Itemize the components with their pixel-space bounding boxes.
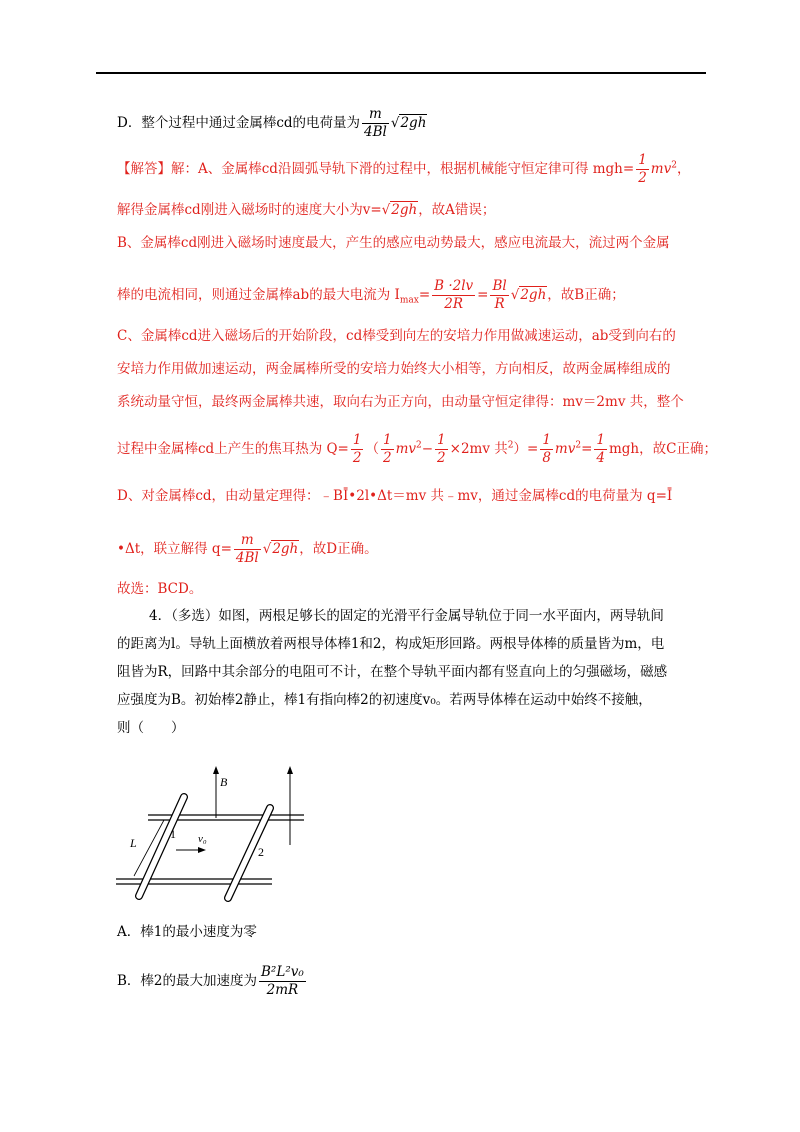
- frac-num: 1: [352, 432, 362, 448]
- answer-text: 过程中金属棒cd上产生的焦耳热为 Q=: [117, 440, 349, 457]
- sqrt-content: 2gh: [391, 202, 418, 218]
- frac-num: 1: [382, 432, 392, 448]
- label-rod-1: 1: [170, 827, 176, 841]
- frac-num: 1: [638, 152, 647, 168]
- frac-num: B ·2lv: [434, 278, 474, 294]
- frac-den: 2: [352, 449, 362, 466]
- answer-text: =: [418, 286, 431, 303]
- frac-den: 8: [542, 449, 551, 466]
- subscript: max: [399, 295, 419, 306]
- label-v0: v₀: [198, 833, 207, 845]
- option-b: [117, 964, 308, 999]
- frac-num: m: [234, 532, 261, 550]
- answer-text: mgh，故C正确；: [608, 440, 717, 457]
- answer-text: •Δt，联立解得 q=: [117, 540, 232, 557]
- frac-num: 1: [437, 432, 446, 448]
- option-b-text: B．棒2的最大加速度为: [117, 972, 258, 989]
- frac-num: 1: [542, 432, 551, 448]
- frac-den: 2: [437, 449, 446, 466]
- sqrt-content: 2gh: [520, 286, 547, 303]
- question-4-line: 则（ ）: [117, 720, 185, 736]
- question-4-line: 应强度为B。初始棒2静止，棒1有指向棒2的初速度v₀。若两导体棒在运动中始终不接触，: [117, 692, 652, 708]
- answer-line-6: 安培力作用做加速运动，两金属棒所受的安培力始终大小相等，方向相反，故两金属棒组成的: [117, 361, 671, 377]
- question-4-line: 4．（多选）如图，两根足够长的固定的光滑平行金属导轨位于同一水平面内，两导轨间: [149, 608, 664, 624]
- frac-num: Bl: [492, 278, 507, 294]
- answer-line-11: 故选：BCD。: [117, 581, 203, 597]
- option-a: A．棒1的最小速度为零: [117, 924, 257, 940]
- superscript: 2: [507, 440, 514, 451]
- frac-num: 1: [596, 432, 605, 448]
- answer-text: ，故A错误；: [418, 202, 496, 218]
- answer-line-2: 解得金属棒cd刚进入磁场时的速度大小为v=√2gh，故A错误；: [117, 202, 496, 218]
- answer-text: mv: [395, 440, 416, 457]
- question-4-line: 阻皆为R，回路中其余部分的电阻可不计，在整个导轨平面内都有竖直向上的匀强磁场，磁感: [117, 664, 668, 680]
- answer-text: mv: [554, 440, 576, 457]
- answer-line-9: D、对金属棒cd，由动量定理得：﹣BĪ•2l•Δt＝mv 共﹣mv，通过金属棒cd的电荷量为 q=Ī: [117, 488, 673, 504]
- question-4-line: 的距离为l。导轨上面横放着两根导体棒1和2，构成矩形回路。两根导体棒的质量皆为m，电: [117, 636, 665, 652]
- frac-den: R: [494, 295, 505, 312]
- answer-text: （: [365, 440, 379, 457]
- superscript: 2: [416, 440, 422, 451]
- rails-diagram: [112, 760, 312, 920]
- answer-tag: 【解答】: [117, 160, 171, 177]
- header-rule: [96, 72, 706, 74]
- label-l: L: [130, 836, 137, 850]
- superscript: 2: [575, 440, 582, 451]
- answer-text: 解：A、金属棒cd沿圆弧导轨下滑的过程中，根据机械能守恒定律可得 mgh=: [171, 160, 635, 177]
- answer-text: −: [421, 440, 434, 457]
- sqrt-content: 2gh: [400, 114, 427, 131]
- frac-den: 2: [382, 449, 392, 466]
- frac-num: m: [362, 106, 389, 124]
- superscript: 2: [671, 160, 677, 171]
- sqrt: √2gh: [390, 114, 427, 131]
- frac-den: 2: [638, 169, 647, 186]
- answer-text: ，故D正确。: [299, 540, 378, 557]
- answer-line-8: [117, 432, 717, 467]
- answer-line-10: •Δt，联立解得 q= $\frac{m}{4Bl}$ √2gh，故D正确。: [117, 532, 378, 566]
- prev-option-d: [117, 106, 427, 141]
- answer-line-5: C、金属棒cd进入磁场后的开始阶段，cd棒受到向左的安培力作用做减速运动，ab受到向右的: [117, 328, 676, 344]
- answer-text: ×2mv 共: [449, 440, 508, 457]
- answer-line-7: 系统动量守恒，最终两金属棒共速，取向右为正方向，由动量守恒定律得：mv＝2mv 共，整个: [117, 394, 684, 410]
- frac-den: 4Bl: [364, 123, 387, 140]
- answer-text: ，: [676, 160, 691, 177]
- answer-text: mv: [650, 160, 672, 177]
- label-rod-2: 2: [258, 845, 264, 859]
- answer-text: =: [477, 286, 489, 303]
- frac-num: B²L²v₀: [261, 964, 304, 980]
- frac-den: 4: [596, 449, 605, 466]
- answer-text: ）=: [513, 440, 539, 457]
- answer-line-4: 棒的电流相同，则通过金属棒ab的最大电流为 $I_{max}=$ $\frac{B \cdot 2lv}{2R}$ = $\frac{Bl}{R}$ √2gh，故B正确；: [117, 278, 625, 312]
- answer-text: =: [581, 440, 593, 457]
- fraction: [259, 964, 306, 999]
- prev-option-d-text: D．整个过程中通过金属棒cd的电荷量为: [117, 114, 361, 131]
- frac-den: 2R: [444, 295, 464, 312]
- label-b: B: [220, 775, 228, 789]
- answer-line-3: B、金属棒cd刚进入磁场时速度最大，产生的感应电动势最大，感应电流最大，流过两个金属: [117, 235, 670, 251]
- frac-den: 4Bl: [235, 549, 259, 566]
- question-4: [117, 602, 707, 742]
- sqrt-content: 2gh: [272, 540, 299, 557]
- answer-text: 解得金属棒cd刚进入磁场时的速度大小为v=: [117, 202, 382, 218]
- frac-den: 2mR: [266, 981, 299, 998]
- answer-text: ，故B正确；: [547, 286, 625, 303]
- answer-text: 棒的电流相同，则通过金属棒ab的最大电流为 I: [117, 286, 400, 303]
- fraction: [362, 106, 389, 141]
- answer-line-1: [117, 152, 690, 187]
